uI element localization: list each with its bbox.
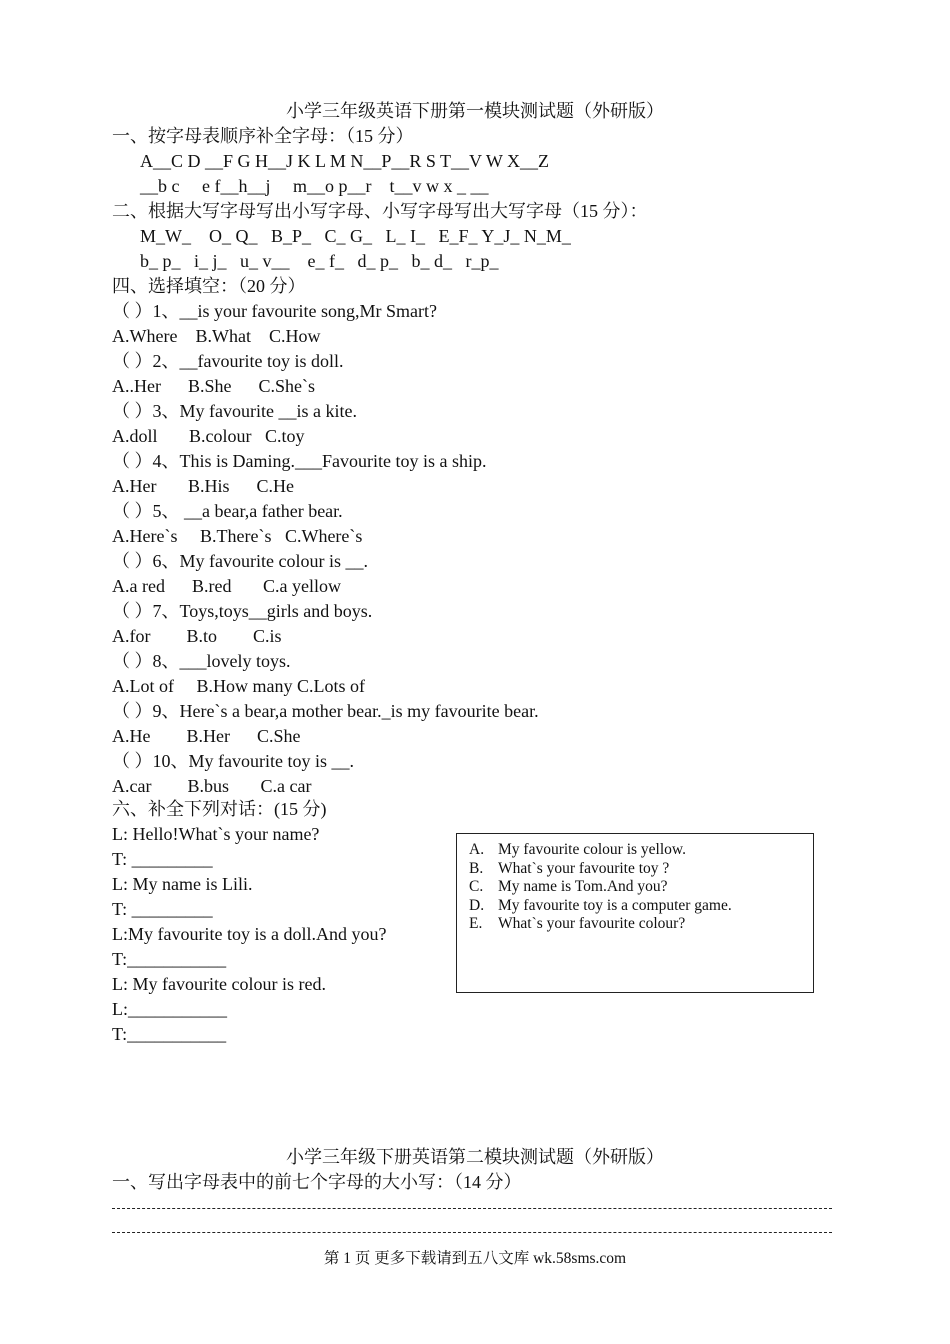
- question-1: （ ）1、__is your favourite song,Mr Smart?: [112, 301, 437, 321]
- option-text: My name is Tom.And you?: [498, 878, 668, 895]
- option-text: My favourite toy is a computer game.: [498, 896, 732, 914]
- option-letter: D.: [469, 896, 485, 914]
- module1-title: 小学三年级英语下册第一模块测试题（外研版）: [286, 101, 664, 121]
- answer-options-5: A.Here`s B.There`s C.Where`s: [112, 526, 363, 546]
- dialogue-line-7: L: My favourite colour is red.: [112, 974, 326, 994]
- option-letter: A.: [469, 841, 485, 858]
- question-10: （ ）10、My favourite toy is __.: [112, 751, 354, 771]
- section6-heading: 六、补全下列对话：(15 分): [112, 799, 327, 819]
- question-3: （ ）3、My favourite __is a kite.: [112, 401, 357, 421]
- answer-options-7: A.for B.to C.is: [112, 626, 282, 646]
- option-letter: B.: [469, 859, 484, 877]
- option-e: [469, 915, 685, 933]
- option-text: My favourite colour is yellow.: [498, 841, 686, 858]
- question-7: （ ）7、Toys,toys__girls and boys.: [112, 601, 373, 621]
- dialogue-line-9: T:___________: [112, 1024, 227, 1044]
- dialogue-line-6: T:___________: [112, 949, 227, 969]
- question-8: （ ）8、___lovely toys.: [112, 651, 291, 671]
- answer-options-10: A.car B.bus C.a car: [112, 776, 312, 796]
- option-text: What`s your favourite toy ?: [498, 859, 670, 877]
- option-letter: E.: [469, 915, 483, 932]
- alphabet-lower-line: __b c e f__h__j m__o p__r t__v w x _ __: [140, 176, 489, 196]
- answer-options-3: A.doll B.colour C.toy: [112, 426, 305, 446]
- option-a: [469, 841, 686, 859]
- answer-options-1: A.Where B.What C.How: [112, 326, 321, 346]
- answer-options-2: A..Her B.She C.She`s: [112, 376, 315, 396]
- option-text: What`s your favourite colour?: [498, 915, 686, 932]
- answer-options-8: A.Lot of B.How many C.Lots of: [112, 676, 365, 696]
- dialogue-line-2: T: _________: [112, 849, 213, 869]
- writing-line-1: [112, 1208, 832, 1209]
- dialogue-line-5: L:My favourite toy is a doll.And you?: [112, 924, 387, 944]
- module2-section1-heading: 一、写出字母表中的前七个字母的大小写：（14 分）: [112, 1172, 522, 1192]
- module2-title: 小学三年级下册英语第二模块测试题（外研版）: [286, 1147, 664, 1167]
- question-6: （ ）6、My favourite colour is __.: [112, 551, 368, 571]
- section1-heading: 一、按字母表顺序补全字母：（15 分）: [112, 126, 414, 146]
- dialogue-line-3: L: My name is Lili.: [112, 874, 253, 894]
- section4-heading: 四、选择填空：（20 分）: [112, 276, 306, 296]
- alphabet-upper-line: A__C D __F G H__J K L M N__P__R S T__V W X__Z: [140, 151, 550, 171]
- dialogue-line-8: L:___________: [112, 999, 227, 1019]
- question-4: （ ）4、This is Daming.___Favourite toy is a ship.: [112, 451, 487, 471]
- option-b: [469, 860, 669, 878]
- dialogue-options-box: [456, 833, 814, 993]
- option-letter: C.: [469, 878, 484, 895]
- answer-options-9: A.He B.Her C.She: [112, 726, 301, 746]
- question-5: （ ）5、 __a bear,a father bear.: [112, 501, 343, 521]
- option-c: [469, 878, 668, 896]
- case-lower-line: b_ p_ i_ j_ u_ v__ e_ f_ d_ p_ b_ d_ r_p_: [140, 251, 499, 271]
- answer-options-6: A.a red B.red C.a yellow: [112, 576, 341, 596]
- writing-line-2: [112, 1232, 832, 1233]
- answer-options-4: A.Her B.His C.He: [112, 476, 294, 496]
- dialogue-line-4: T: _________: [112, 899, 213, 919]
- option-d: [469, 897, 732, 915]
- section2-heading: 二、根据大写字母写出小写字母、小写字母写出大写字母（15 分）：: [112, 201, 648, 221]
- dialogue-line-1: L: Hello!What`s your name?: [112, 824, 320, 844]
- case-upper-line: M_W_ O_ Q_ B_P_ C_ G_ L_ I_ E_F_ Y_J_ N_M_: [140, 226, 571, 246]
- question-2: （ ）2、__favourite toy is doll.: [112, 351, 344, 371]
- page-footer: 第 1 页 更多下载请到五八文库 wk.58sms.com: [323, 1250, 627, 1267]
- question-9: （ ）9、Here`s a bear,a mother bear._is my favourite bear.: [112, 701, 539, 721]
